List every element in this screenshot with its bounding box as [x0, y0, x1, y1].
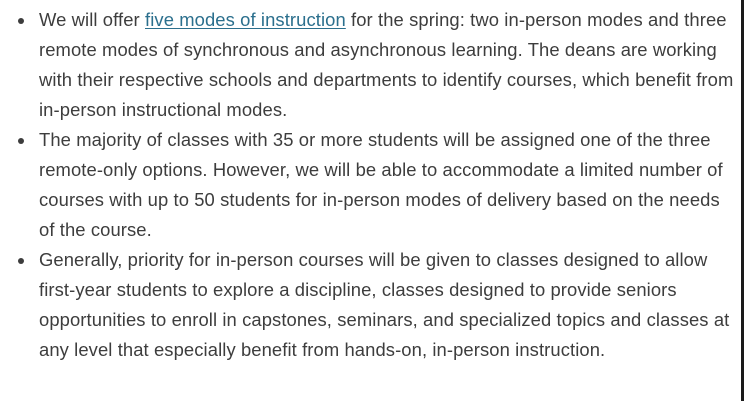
bullet-dot-icon [18, 138, 24, 144]
list-item-text: The majority of classes with 35 or more students will be assigned one of the three remote-only options. However, we will be able to accommodate a limited number of courses with up to 50 students for in-person modes of delivery based on the needs of the course. [39, 129, 723, 240]
bullet-dot-icon [18, 18, 24, 24]
bullet-list [0, 5, 736, 365]
list-item [0, 125, 736, 245]
list-item [0, 5, 736, 125]
bullet-dot-icon [18, 258, 24, 264]
list-item-text-after-link: for the spring: two in-person modes and three remote modes of synchronous and asynchronous learning. The deans are working with their respective schools and departments to identify courses, which benefit from in-person instructional modes. [39, 9, 734, 120]
list-item [0, 245, 736, 365]
list-item-text-before-link: We will offer [39, 9, 145, 30]
bullet-list-container [0, 5, 736, 365]
five-modes-of-instruction-link[interactable]: five modes of instruction [145, 9, 346, 30]
list-item-text: Generally, priority for in-person courses will be given to classes designed to allow first-year students to explore a discipline, classes designed to provide seniors opportunities to enroll in capstones, seminars, and specialized topics and classes at any level that especially benefit from hands-on, in-person instruction. [39, 249, 730, 360]
